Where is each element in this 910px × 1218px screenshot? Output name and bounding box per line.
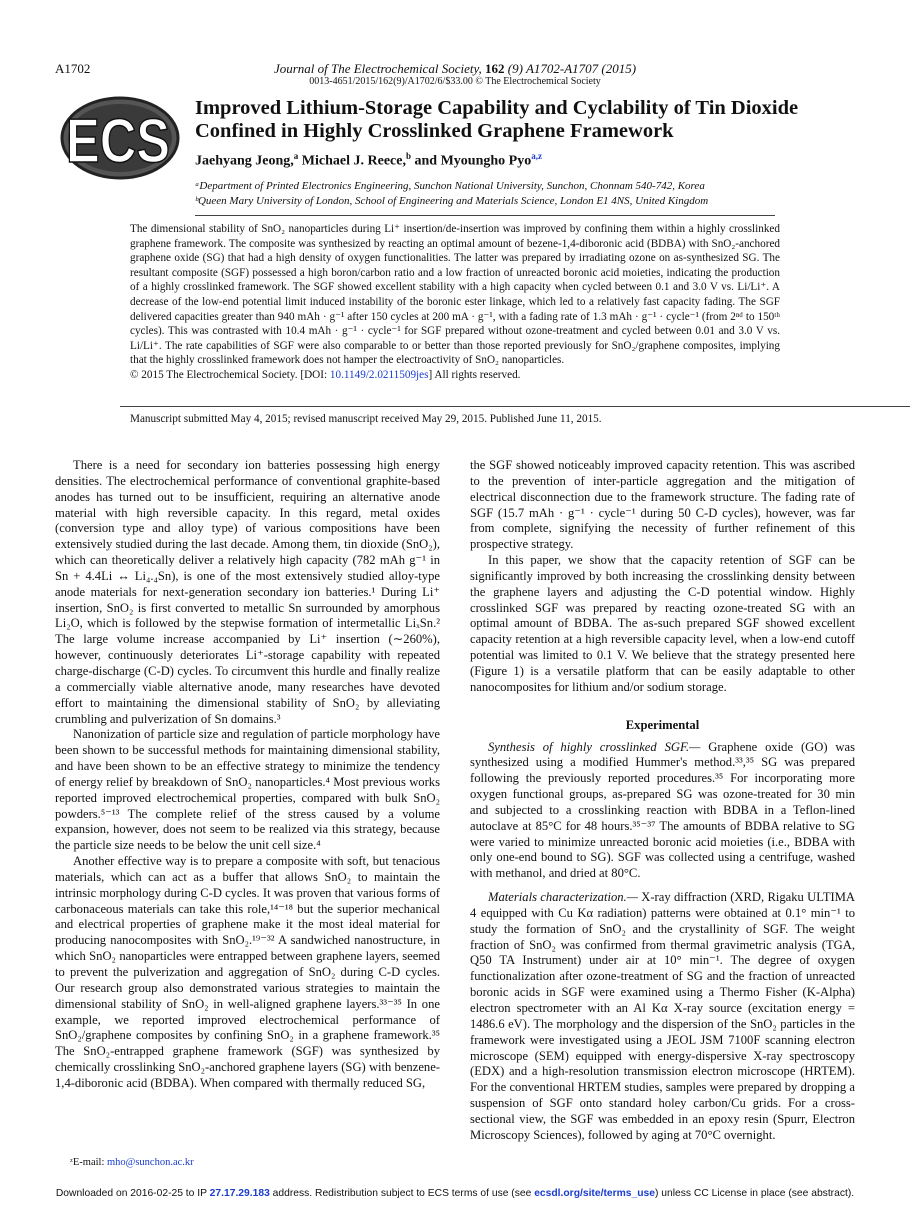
subsection-text: X-ray diffraction (XRD, Rigaku ULTIMA 4 equipped with Cu Kα radiation) patterns were obtained at 0.1° min⁻¹ to study the formation of SnO₂ and the crystallinity of SGF. The weight fraction of SnO₂ was confirmed from thermal gravimetric analysis (TGA, Q50 TA Instrument) under air at 10° min⁻¹. The degree of oxygen functionalization after ozone-treatment of SG and the fraction of unreacted boronic acids in SGF were examined using a Thermo Fisher (K-Alpha) electron spectrometer with an Al Kα X-ray source (excitation energy = 1486.6 eV). The morphology and the dispersion of the SnO₂ particles in the framework were investigated using a JEOL JSM 7100F scanning electron microscope (SEM) equipped with energy-dispersive X-ray spectroscopy (EDX) and a high-resolution transmission electron microscope (HRTEM). For the conventional HRTEM studies, samples were prepared by dropping a suspension of SGF onto standard holey carbon/Cu grids. For a cross-sectional view, the SGF was embedded in an epoxy resin (Spurr, Electron Microscopy Sciences), followed by aging at 70°C overnight. bbox=[470, 890, 855, 1142]
author-affiliation-marker: a bbox=[293, 151, 299, 161]
body-paragraph: the SGF showed noticeably improved capacity retention. This was ascribed to the prevention of inter-particle aggregation and the mitigation of electrical disconnection due to the framework structure. The fading rate of SGF (15.7 mAh · g⁻¹ · cycle⁻¹ during 50 C-D cycles), however, was far from complete, signifying the necessity of further refinement of this prospective strategy. bbox=[470, 458, 855, 552]
section-heading-experimental: Experimental bbox=[625, 717, 700, 732]
copyright-line bbox=[130, 368, 780, 383]
affiliations bbox=[195, 179, 708, 209]
subsection-text: Graphene oxide (GO) was synthesized using a modified Hummer's method.³³,³⁵ SG was prepared following the previously reported procedures.³⁵ For incorporating more oxygen functional groups, as-prepared SG was ozone-treated for 30 min and subjected to a crosslinking reaction with BDBA in a Teflon-lined autoclave at 85°C for 48 hours.³⁵⁻³⁷ The amounts of BDBA relative to SG were varied to minimize unreacted boronic acid moieties (i.e., BDBA with only one-end bound to SG). SGF was collected using a centrifuge, washed with methanol, and dried at 80°C. bbox=[470, 739, 855, 881]
ip-address: 27.17.29.183 bbox=[209, 1188, 270, 1199]
abstract bbox=[130, 222, 780, 383]
download-footer bbox=[0, 1188, 910, 1199]
journal-volume: 162 bbox=[485, 61, 505, 76]
journal-name: Journal of The Electrochemical Society bbox=[273, 61, 479, 76]
divider bbox=[195, 215, 775, 216]
terms-link[interactable]: ecsdl.org/site/terms_use bbox=[534, 1188, 655, 1199]
doi-link[interactable]: 10.1149/2.0211509jes bbox=[329, 368, 429, 381]
corresponding-author-link[interactable]: a,z bbox=[531, 151, 542, 161]
affiliation: ᵃDepartment of Printed Electronics Engineering, Sunchon National University, Sunchon, Chonnam 540-742, Korea bbox=[195, 180, 705, 192]
subsection-title: Synthesis of highly crosslinked SGF.— bbox=[488, 739, 701, 754]
author-name: and Myoungho Pyo bbox=[411, 153, 532, 169]
body-paragraph: There is a need for secondary ion batteries possessing high energy densities. The electrochemical performance of conventional graphite-based anodes has turned out to be insufficient, requiring an alternative anode material with high reversible capacity. In this regard, metal oxides (conversion type and alloy type) of various compositions have been extensively studied during the last decade. Among them, tin dioxide (SnO₂), which can theoretically deliver a relatively high capacity (782 mAh g⁻¹ in Sn + 4.4Li ↔ Li₄.₄Sn), is one of the most extensively studied alloy-type anode materials for next-generation secondary ion batteries.¹ During Li⁺ insertion, SnO₂ is first converted to metallic Sn surrounded by amorphous Li₂O, which is followed by the stepwise formation of intermetallic LiₓSn.² The large volume increase accompanied by Li⁺ insertion (∼260%), however, continuously deteriorates Li⁺-storage capability with repeated charge-discharge (C-D) cycles. To circumvent this hurdle and finally realize a commercially viable alternative anode, many researches have devoted effort to maintaining the dimensional stability of SnO₂ by alleviating crumbling and pulverization of Sn domains.³ bbox=[55, 458, 440, 726]
author-affiliation-marker: b bbox=[405, 151, 411, 161]
abstract-text: The dimensional stability of SnO₂ nanoparticles during Li⁺ insertion/de-insertion was improved by confining them within a highly crosslinked graphene framework. The composite was synthesized by reacting an optimal amount of bezene-1,4-diboronic acid (BDBA) with SnO₂-anchored graphene oxide (SG) that had a high density of oxygen functionalities. The latter was prepared by irradiating ozone on as-synthesized SG. The resultant composite (SGF) possessed a high boron/carbon ratio and a low fraction of unreacted boronic acid moieties, indicating the production of a highly crosslinked framework. The SGF showed excellent stability with a high capacity when cycled between 0.1 and 3.0 V vs. Li/Li⁺. A decrease of the low-end potential limit induced instability of the boronic ester linkage, which led to a relatively fast capacity fading. The SGF delivered capacities greater than 940 mAh · g⁻¹ after 150 cycles at 200 mA · g⁻¹, with a fading rate of 1.3 mAh · g⁻¹ · cycle⁻¹ (from 2ⁿᵈ to 150ᵗʰ cycles). This was contrasted with 10.4 mAh · g⁻¹ · cycle⁻¹ for SGF prepared without ozone-treatment and cycled between 0.01 and 3.0 V vs. Li/Li⁺. The rate capabilities of SGF were also comparable to or better than those reported previously for SnO₂/graphene composites, implying that the highly crosslinked framework does not hamper the electroactivity of SnO₂ nanoparticles. bbox=[130, 223, 780, 367]
body-paragraph: Nanonization of particle size and regulation of particle morphology have been shown to be successful methods for maintaining dimensional stability, and have been shown to be an effective strategy to minimize the tendency of energy relief by breakdown of SnO₂ nanoparticles.⁴ Most previous works reported improved electrochemical properties, compared with bulk SnO₂ powders.⁵⁻¹³ The complete relief of the stress caused by a volume expansion, however, does not seem to be realized via this strategy, because the particle size needs to be below the unit cell size.⁴ bbox=[55, 727, 440, 853]
author-list bbox=[195, 151, 542, 170]
page-number: A1702 bbox=[55, 61, 91, 76]
footer-text: Downloaded on 2016-02-25 to IP bbox=[55, 1188, 210, 1199]
affiliation: ᵇQueen Mary University of London, School of Engineering and Materials Science, London E1 4NS, United Kingdom bbox=[195, 195, 709, 207]
footer-text: ) unless CC License in place (see abstract). bbox=[654, 1188, 855, 1199]
ecs-logo bbox=[58, 96, 180, 180]
article-title: Improved Lithium-Storage Capability and Cyclability of Tin Dioxide Confined in Highly Crosslinked Graphene Framework bbox=[195, 97, 799, 142]
body-paragraph: In this paper, we show that the capacity retention of SGF can be significantly improved by both increasing the crosslinking density between the graphene layers and adjusting the C-D potential window. Highly crosslinked SGF was prepared by reacting ozone-treated SG with an optimal amount of BDBA. The as-such prepared SGF showed excellent capacity retention at a high reversible capacity level, when a low-end cutoff potential was limited to 0.1 V. We believe that the strategy presented here (Figure 1) is a versatile platform that can be easily adaptable to other nanocomposites for lithium and/or sodium storage. bbox=[470, 553, 855, 694]
issn-line: 0013-4651/2015/162(9)/A1702/6/$33.00 © The Electrochemical Society bbox=[309, 76, 601, 87]
subsection-title: Materials characterization.— bbox=[488, 890, 638, 905]
journal-issue: (9) A1702-A1707 (2015) bbox=[504, 61, 637, 76]
journal-citation: Journal of The Electrochemical Society, 162 (9) A1702-A1707 (2015) bbox=[273, 61, 637, 76]
footnote bbox=[70, 1157, 194, 1168]
body-paragraph: Another effective way is to prepare a composite with soft, but tenacious materials, which can act as a buffer that allows SnO₂ to maintain the intrinsic morphology during C-D cycles. It was proven that various forms of carbonaceous materials can take this role,¹⁴⁻¹⁸ but the superior mechanical and electrical properties of graphene make it the most ideal material for producing nanocomposites with SnO₂.¹⁹⁻³² A sandwiched nanostructure, in which SnO₂ nanoparticles were entrapped between graphene layers, seemed to prevent the pulverization and aggregation of SnO₂ during C-D cycles. Our research group also demonstrated various strategies to maintain the dimensional stability of SnO₂ in well-aligned graphene layers.³³⁻³⁵ In one example, we reported improved electrochemical performance of SnO₂/graphene composites by confining SnO₂ in a graphene framework.³⁵ The SnO₂-entrapped graphene framework (SGF) was synthesized by chemically crosslinking SnO₂-anchored graphene layers (SG) with benzene-1,4-diboronic acid (BDBA). When compared with thermally reduced SG, bbox=[55, 854, 440, 1090]
left-column bbox=[55, 458, 440, 1092]
email-link[interactable]: mho@sunchon.ac.kr bbox=[107, 1157, 194, 1168]
divider bbox=[120, 406, 910, 407]
right-column bbox=[470, 458, 855, 1144]
copyright-prefix: © 2015 The Electrochemical Society. [DOI: bbox=[130, 368, 330, 381]
footnote-label: ᶻE-mail: bbox=[70, 1157, 107, 1168]
svg-text:ECS: ECS bbox=[66, 107, 170, 176]
footer-text: address. Redistribution subject to ECS terms of use (see bbox=[269, 1188, 535, 1199]
copyright-suffix: ] All rights reserved. bbox=[428, 368, 521, 381]
manuscript-dates: Manuscript submitted May 4, 2015; revised manuscript received May 29, 2015. Published June 11, 2015. bbox=[130, 413, 602, 425]
author-name: Jaehyang Jeong, bbox=[195, 153, 294, 169]
body-paragraph bbox=[470, 890, 855, 1144]
author-name: Michael J. Reece, bbox=[298, 153, 406, 169]
body-paragraph bbox=[470, 740, 855, 883]
